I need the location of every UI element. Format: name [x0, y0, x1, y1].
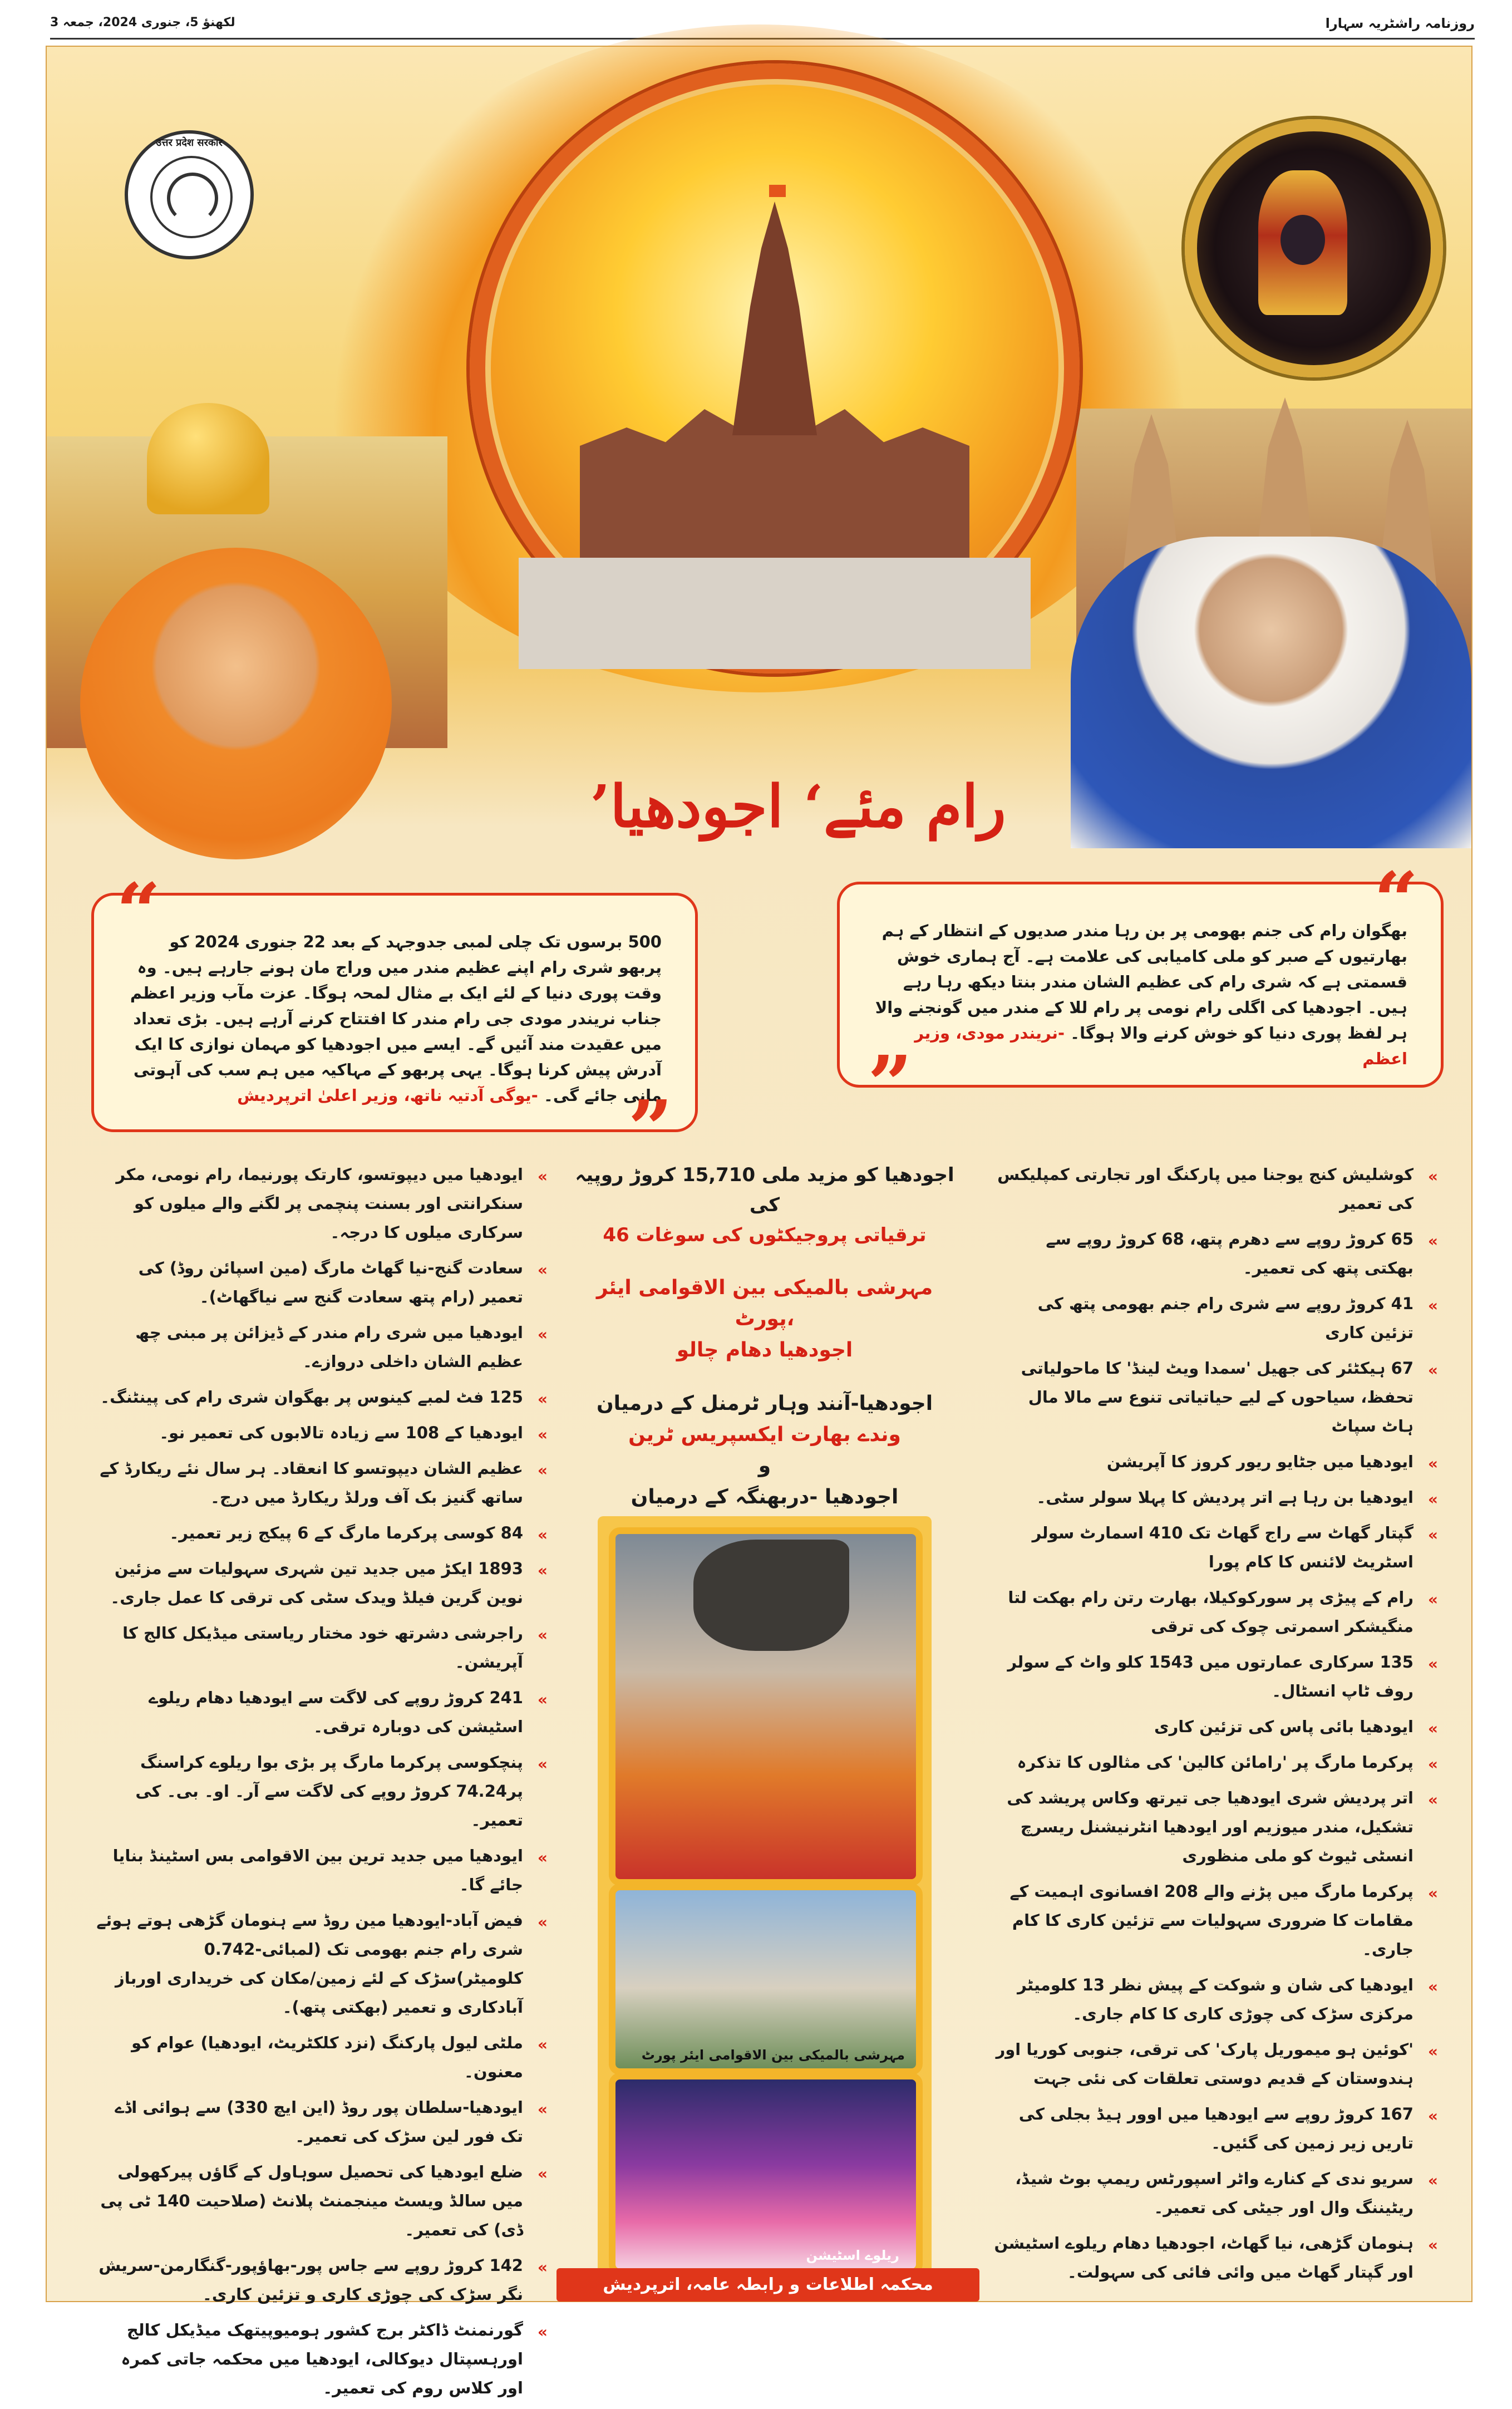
palace-dome-image [147, 403, 269, 514]
list-item-text: پرکرما مارگ پر 'رامائن کالین' کی مثالوں کا تذکرہ [1017, 1753, 1414, 1772]
bullet-icon: » [1427, 1978, 1438, 1996]
train-line-2: وندے بھارت ایکسپریس ٹرین [628, 1423, 901, 1446]
list-item [91, 1253, 548, 1311]
bullet-icon: » [537, 1325, 548, 1344]
list-item-text: ضلع ایودھیا کی تحصیل سوہاول کے گاؤں پیرکھولی میں سالڈ ویسٹ مینجمنٹ پلانٹ (صلاحیت 140 ٹی پی ڈی) کی تعمیر۔ [100, 2162, 523, 2239]
bullet-icon: » [537, 1167, 548, 1186]
list-item-text: 142 کروڑ روپے سے جاس پور-بھاؤپور-گنگارمن-سریش نگر سڑک کی چوڑی کاری و تزئین کاری۔ [98, 2256, 523, 2304]
list-item-text: ایودھیا بائی پاس کی تزئین کاری [1154, 1717, 1414, 1736]
ram-lalla-idol-image [1185, 119, 1443, 377]
narendra-modi-photo [1071, 537, 1471, 848]
list-item-text: گورنمنٹ ڈاکٹر برج کشور ہومیوپیتھک میڈیکل کالج اورہسپتال دیوکالی، ایودھیا میں محکمہ جاتی کمرہ اور کلاس روم کی تعمیر۔ [121, 2320, 523, 2397]
list-item-text: 67 ہیکٹئر کی جھیل 'سمدا ویٹ لینڈ' کا ماحولیاتی تحفظ، سیاحوں کے لیے حیاتیاتی تنوع سے مالا مال ہاٹ سپاٹ [1021, 1359, 1414, 1435]
footer-department [556, 2268, 979, 2302]
bullet-icon: » [1427, 1655, 1438, 1673]
list-item [91, 1318, 548, 1376]
bullet-icon: » [1427, 1791, 1438, 1809]
list-item [91, 1906, 548, 2022]
list-item-text: ایودھیا کے 108 سے زیادہ تالابوں کی تعمیر نو۔ [159, 1423, 523, 1442]
bullet-icon: » [537, 2258, 548, 2277]
list-item [993, 1748, 1438, 1777]
temple-plaza [519, 558, 1031, 669]
advertisement-page [46, 46, 1472, 2397]
bullet-icon: » [537, 1626, 548, 1644]
list-item [91, 2315, 548, 2402]
list-item [993, 1225, 1438, 1282]
center-announcements [564, 1160, 965, 1544]
bullet-icon: » [537, 1261, 548, 1279]
bullet-icon: » [537, 1913, 548, 1931]
list-item [993, 1518, 1438, 1576]
bullet-icon: » [1427, 1884, 1438, 1902]
bullet-icon: » [537, 1755, 548, 1773]
list-item [91, 1841, 548, 1899]
close-quote-icon: ” [628, 1084, 673, 1175]
list-item-text: 'کوئین ہو میموریل پارک' کی ترقی، جنوبی کوریا اور ہندوستان کے قدیم دوستی تعلقات کی نئی جہت [996, 2040, 1414, 2088]
airport-photo [609, 1884, 923, 2075]
list-item [993, 2229, 1438, 2287]
list-item-text: 1893 ایکڑ میں جدید تین شہری سہولیات سے مزئین نوین گرین فیلڈ ویدک سٹی کی ترقی کا عمل جاری۔ [110, 1559, 523, 1607]
list-item-text: پرکرما مارگ میں پڑنے والے 208 افسانوی اہمیت کے مقامات کا ضروری سہولیات سے تزئین کاری کا کام جاری۔ [1009, 1882, 1414, 1959]
close-quote-icon: ” [868, 1039, 913, 1130]
bullet-icon: » [1427, 1361, 1438, 1379]
bullet-icon: » [537, 1390, 548, 1408]
railway-caption: ریلوے اسٹیشن [806, 2248, 899, 2263]
bullet-icon: » [537, 1461, 548, 1479]
list-item-text: 167 کروڑ روپے سے ایودھیا میں اوور ہیڈ بجلی کی تاریں زیر زمین کی گئیں۔ [1018, 2105, 1414, 2152]
list-item-text: 125 فٹ لمبے کینوس پر بھگوان شری رام کی پینٹنگ۔ [100, 1388, 523, 1407]
list-item [91, 2028, 548, 2086]
airport-line-2: اجودھیا دھام چالو [676, 1339, 853, 1361]
bullet-icon: » [1427, 1755, 1438, 1773]
railway-station-photo [609, 2073, 923, 2275]
bullet-icon: » [1427, 1590, 1438, 1609]
bullet-icon: » [1427, 1719, 1438, 1738]
quote-attribution: -یوگی آدتیہ ناتھ، وزیر اعلیٰ اترپردیش [237, 1086, 538, 1105]
bullet-icon: » [1427, 1167, 1438, 1186]
bullet-icon: » [537, 2036, 548, 2054]
list-item-text: پنچکوسی پرکرما مارگ پر بڑی بوا ریلوے کراسنگ پر74.24 کروڑ روپے کی لاگت سے آر۔ او۔ بی۔ کی تعمیر۔ [135, 1753, 523, 1830]
bullet-icon: » [537, 1561, 548, 1580]
bullet-icon: » [537, 1848, 548, 1867]
list-item-text: کوشلیش کنج یوجنا میں پارکنگ اور تجارتی کمپلیکس کی تعمیر [997, 1165, 1414, 1213]
bullet-icon: » [1427, 1454, 1438, 1473]
up-government-logo [125, 130, 254, 259]
list-item-text: ایودھیا کی شان و شوکت کے پیش نظر 13 کلومیٹر مرکزی سڑک کی چوڑی کاری کا کام جاری۔ [1017, 1975, 1414, 2023]
list-item [91, 2157, 548, 2244]
list-item [91, 2251, 548, 2309]
temple-flag [769, 185, 786, 197]
list-item [91, 1454, 548, 1512]
right-column [993, 1160, 1438, 2293]
footer-text: محکمہ اطلاعات و رابطہ عامہ، اترپردیش [603, 2275, 933, 2294]
list-item [993, 1289, 1438, 1347]
bullet-icon: » [1427, 2171, 1438, 2190]
newspaper-name: روزنامہ راشٹریہ سہارا [1325, 16, 1475, 31]
list-item-text: ایودھیا-سلطان پور روڈ (این ایچ 330) سے ہوائی اڈے تک فور لین سڑک کی تعمیر۔ [115, 2098, 523, 2146]
logo-text: उत्तर प्रदेश सरकार [156, 137, 223, 149]
bullet-icon: » [537, 2100, 548, 2118]
list-item [91, 1748, 548, 1835]
bow-emblem-icon [167, 173, 218, 224]
list-item-text: عظیم الشان دیپوتسو کا انعقاد۔ ہر سال نئے ریکارڈ کے ساتھ گنیز بک آف ورلڈ ریکارڈ میں درج۔ [100, 1459, 523, 1507]
right-bullet-list [993, 1160, 1438, 2287]
ram-mandir-image [470, 63, 1080, 673]
idol-face [1280, 215, 1325, 265]
bullet-icon: » [1427, 1490, 1438, 1508]
list-item [993, 1783, 1438, 1870]
train-line-3: اجودھیا -دربھنگہ کے درمیان [631, 1486, 899, 1508]
open-quote-icon: “ [1373, 856, 1419, 947]
list-item-text: سعادت گنج-نیا گھاٹ مارگ (مین اسپائن روڈ) کی تعمیر (رام پتھ سعادت گنج سے نیاگھاٹ)۔ [138, 1258, 523, 1306]
list-item-text: 41 کروڑ روپے سے شری رام جنم بھومی پتھ کی تزئین کاری [1037, 1294, 1414, 1342]
list-item [993, 1160, 1438, 1218]
list-item [993, 2035, 1438, 2093]
list-item [91, 2093, 548, 2151]
list-item-text: 65 کروڑ روپے سے دھرم پتھ، 68 کروڑ روپے سے بھکتی پتھ کی تعمیر۔ [1046, 1230, 1414, 1277]
list-item-text: ہنومان گڑھی، نیا گھاٹ، اجودھیا دھام ریلوے اسٹیشن اور گپتار گھاٹ میں وائی فائی کی سہولت۔ [994, 2234, 1414, 2282]
list-item-text: ایودھیا میں جدید ترین بین الاقوامی بس اسٹینڈ بنایا جائے گا۔ [112, 1846, 523, 1894]
bullet-icon: » [1427, 1526, 1438, 1544]
bullet-icon: » [537, 1690, 548, 1709]
quote-body: 500 برسوں تک چلی لمبی جدوجہد کے بعد 22 جنوری 2024 کو پربھو شری رام اپنے عظیم مندر میں وراج مان ہونے جارہے ہیں۔ وہ وقت پوری دنیا کے لئے ایک بے مثال لمحہ ہوگا۔ عزت مآب وزیر اعظم جناب نریندر مودی جی رام مندر کا افتتاح کرنے آرہے ہیں۔ بڑی تعداد میں عقیدت مند آئیں گے۔ ایسے میں اجودھیا کو مہمان نوازی کا ایک آدرش پیش کرنا ہوگا۔ یہی پربھو کے مہاکیہ میں ہم سب کی آہوتی مانی جائے گی۔ [130, 932, 662, 1105]
quote-box-yogi [91, 867, 698, 1175]
list-item [993, 1877, 1438, 1964]
airport-line-1: مہرشی بالمیکی بین الاقوامی ایئر پورٹ، [596, 1276, 933, 1330]
list-item-text: راجرشی دشرتھ خود مختار ریاستی میڈیکل کالج کا آپریشن۔ [122, 1624, 523, 1671]
left-column [91, 1160, 548, 2409]
quote-body: بھگوان رام کی جنم بھومی پر بن رہا مندر صدیوں کے انتظار کے ہم بھارتیوں کے صبر کو ملی کامیابی کی علامت ہے۔ آج ہماری خوش قسمتی ہے کہ شری رام کی عظیم الشان مندر بنتا دیکھ رہا رہے ہیں۔ اجودھیا کی اگلی رام نومی پر رام للا کے مندر میں گونجنے والا ہر لفظ پوری دنیا کو خوش کرنے والا ہوگا۔ [875, 921, 1407, 1043]
left-bullet-list [91, 1160, 548, 2402]
dateline: لکھنؤ 5، جنوری 2024، جمعہ 3 [50, 16, 235, 30]
bullet-icon: » [1427, 1232, 1438, 1250]
quote-attribution: -نریندر مودی، وزیر اعظم [914, 1024, 1407, 1068]
list-item [993, 1583, 1438, 1641]
bullet-icon: » [537, 1526, 548, 1544]
open-quote-icon: “ [116, 867, 161, 958]
list-item [993, 1447, 1438, 1476]
list-item-text: رام کے پیڑی پر سورکوکیلا، بھارت رتن رام بھکت لتا منگیشکر اسمرتی چوک کی ترقی [1008, 1588, 1414, 1636]
headline: ’رام مئے‘ اجودھیا [590, 772, 1006, 840]
airport-caption: مہرشی بالمیکی بین الاقوامی ایئر پورٹ [641, 2047, 905, 2063]
list-item-text: 241 کروڑ روپے کی لاگت سے ایودھیا دھام ریلوے اسٹیشن کی دوبارہ ترقی۔ [149, 1688, 523, 1736]
list-item-text: اتر پردیش شری ایودھیا جی تیرتھ وکاس پریشد کی تشکیل، مندر میوزیم اور ایودھیا انٹرنیشنل ریسرچ انسٹی ٹیوٹ کو ملی منظوری [1007, 1788, 1414, 1865]
bullet-icon: » [1427, 2107, 1438, 2125]
list-item [993, 1354, 1438, 1441]
bullet-icon: » [1427, 2042, 1438, 2061]
list-item-text: ایودھیا میں جٹایو ریور کروز کا آپریشن [1106, 1452, 1414, 1471]
veena-sculpture [693, 1540, 849, 1651]
train-line-1: اجودھیا-آنند وہار ٹرمنل کے درمیان [596, 1392, 933, 1415]
bullet-icon: » [537, 2323, 548, 2341]
list-item-text: گپتار گھاٹ سے راج گھاٹ تک 410 اسمارٹ سولر اسٹریٹ لائنس کا کام پورا [1032, 1523, 1414, 1571]
list-item [91, 1383, 548, 1412]
list-item [993, 1712, 1438, 1741]
list-item-text: ایودھیا میں دیپوتسو، کارتک پورنیما، رام نومی، مکر سنکرانتی اور بسنت پنچمی پر لگنے والے میلوں کو سرکاری میلوں کا درجہ۔ [116, 1165, 523, 1242]
quote-text [840, 884, 1441, 1083]
bullet-icon: » [537, 2165, 548, 2183]
projects-line-2: 46 ترقیاتی پروجیکٹوں کی سوغات [603, 1224, 927, 1246]
list-item-text: فیض آباد-ایودھیا مین روڈ سے ہنومان گڑھی ہوتے ہوئے شری رام جنم بھومی تک (لمبائی-0.742 کلومیٹر)سڑک کے لئے زمین/مکان کی خریداری اورباز آبادکاری و تعمیر (بھکتی پتھ)۔ [96, 1911, 523, 2017]
list-item [993, 1648, 1438, 1705]
list-item [91, 1619, 548, 1677]
inauguration-photo [609, 1527, 923, 1886]
list-item-text: سریو ندی کے کنارے واٹر اسپورٹس ریمپ بوٹ شیڈ، ریٹیننگ وال اور جیٹی کی تعمیر۔ [1015, 2169, 1414, 2217]
list-item [993, 2100, 1438, 2157]
list-item [993, 2164, 1438, 2222]
list-item [91, 1160, 548, 1247]
list-item [91, 1418, 548, 1447]
list-item [993, 1483, 1438, 1512]
projects-line-1: اجودھیا کو مزید ملی 15,710 کروڑ روپیہ کی [575, 1164, 954, 1216]
list-item [91, 1683, 548, 1741]
temple-shikhara [719, 201, 830, 435]
bullet-icon: » [1427, 2236, 1438, 2254]
list-item-text: ایودھیا میں شری رام مندر کے ڈیزائن پر مبنی چھ عظیم الشان داخلی دروازے۔ [135, 1323, 523, 1371]
quote-text [94, 896, 695, 1119]
list-item [993, 1970, 1438, 2028]
list-item-text: 135 سرکاری عمارتوں میں 1543 کلو واٹ کے سولر روف ٹاپ انسٹال۔ [1007, 1653, 1414, 1700]
quote-box-modi [837, 856, 1444, 1130]
list-item-text: ملٹی لیول پارکنگ (نزد کلکٹریٹ، ایودھیا) عوام کو معنون۔ [131, 2033, 523, 2081]
list-item [91, 1518, 548, 1547]
and-separator: و [758, 1454, 771, 1477]
yogi-adityanath-photo [80, 548, 392, 859]
list-item [91, 1554, 548, 1612]
list-item-text: 84 کوسی پرکرما مارگ کے 6 پیکج زیر تعمیر۔ [169, 1523, 523, 1542]
list-item-text: ایودھیا بن رہا ہے اتر پردیش کا پہلا سولر سٹی۔ [1036, 1488, 1414, 1507]
bullet-icon: » [1427, 1296, 1438, 1315]
bullet-icon: » [537, 1425, 548, 1444]
